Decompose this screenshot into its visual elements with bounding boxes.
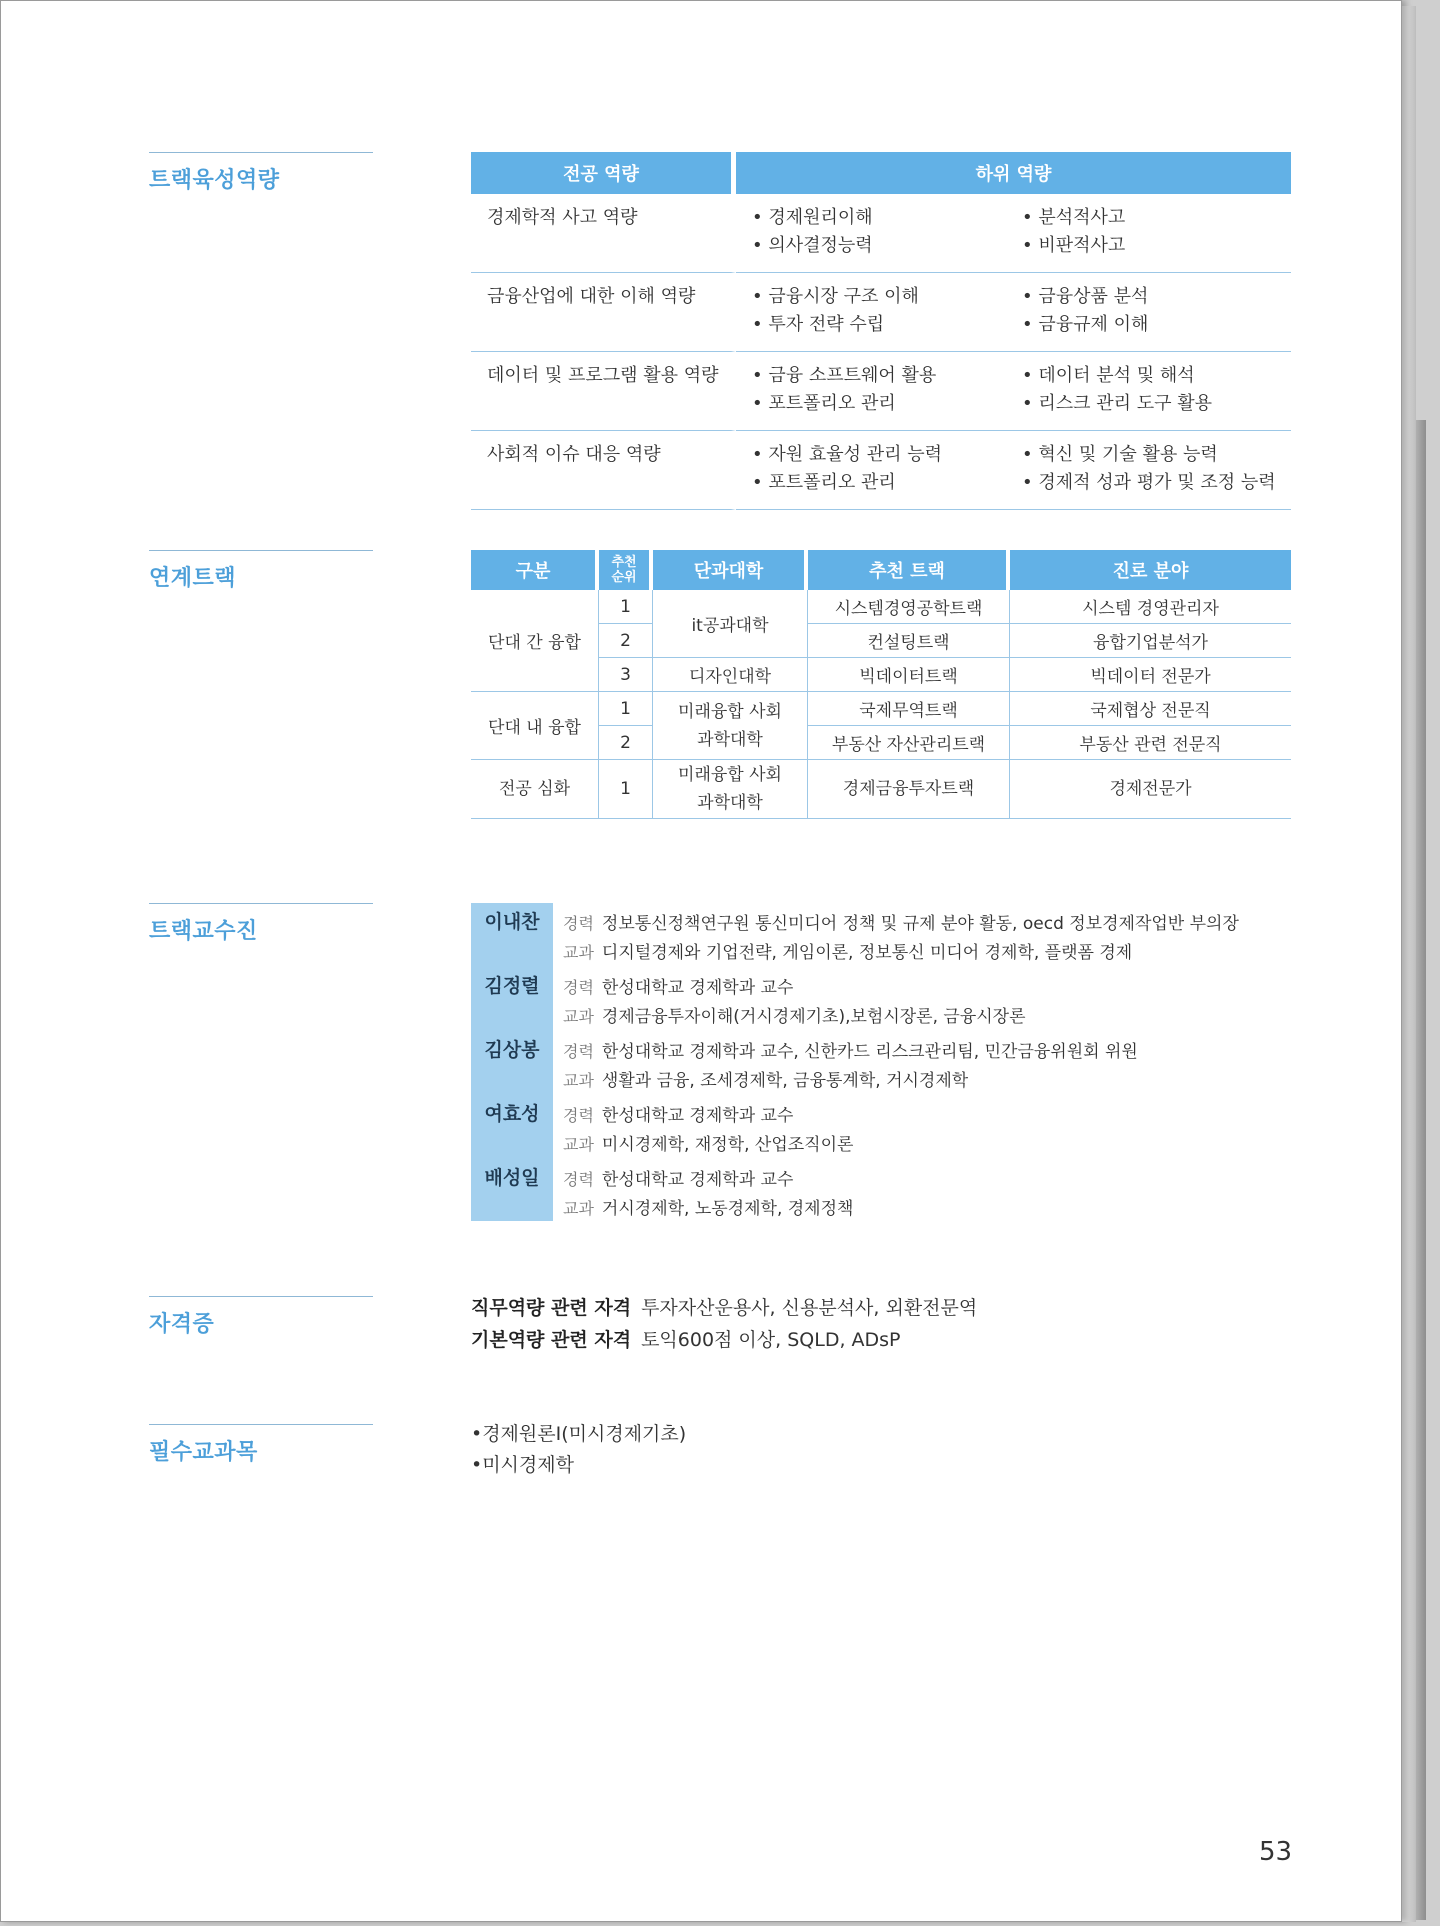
- faculty-member: [471, 903, 1291, 967]
- college-cell: it공과대학: [653, 590, 808, 658]
- faculty-courses-row: [563, 938, 1132, 963]
- career-cell: 경제전문가: [1010, 760, 1291, 819]
- sub-competency-item: • 포트폴리오 관리: [752, 469, 1008, 497]
- section-label-line: [149, 152, 373, 194]
- sub-competency-item: • 자원 효율성 관리 능력: [752, 441, 1008, 469]
- header-rank-text: 추천 순위: [611, 555, 637, 585]
- section-title-faculty: 트랙교수진: [149, 919, 258, 944]
- faculty-career-text: 정보통신정책연구원 통신미디어 정책 및 규제 분야 활동, oecd 정보경제작업반 부의장: [601, 914, 1239, 934]
- faculty-courses-tag: 교과: [563, 1135, 594, 1154]
- header-rank: [599, 550, 653, 590]
- faculty-courses-text: 디지털경제와 기업전략, 게임이론, 정보통신 미디어 경제학, 플랫폼 경제: [601, 943, 1133, 963]
- list-item: •미시경제학: [471, 1454, 574, 1476]
- faculty-courses-row: [563, 1066, 968, 1091]
- header-category: 구분: [471, 550, 599, 590]
- track-cell: 국제무역트랙: [808, 692, 1010, 726]
- faculty-name: 김상봉: [484, 1039, 540, 1061]
- major-competency-cell: 경제학적 사고 역량: [471, 194, 736, 273]
- track-cell: 컨설팅트랙: [808, 624, 1010, 658]
- sub-competency-item: • 투자 전략 수립: [752, 311, 1008, 339]
- competency-table: [471, 152, 1291, 510]
- career-cell: 부동산 관련 전문직: [1010, 726, 1291, 760]
- section-label-line: [149, 903, 373, 945]
- faculty-courses-row: [563, 1130, 853, 1155]
- faculty-career-row: [563, 1165, 793, 1190]
- competency-table-wrap: [471, 152, 1291, 510]
- faculty-courses-text: 경제금융투자이해(거시경제기초),보험시장론, 금융시장론: [601, 1007, 1026, 1027]
- cert-basic-value: 토익600점 이상, SQLD, ADsP: [641, 1329, 901, 1351]
- faculty-career-row: [563, 1101, 793, 1126]
- sub-competency-cell: [1008, 194, 1291, 273]
- sub-competency-item: • 금융규제 이해: [1022, 311, 1291, 339]
- faculty-career-tag: 경력: [563, 1106, 594, 1125]
- track-cell: 빅데이터트랙: [808, 658, 1010, 692]
- rank-cell: 3: [599, 658, 653, 692]
- sub-competency-cell: [736, 194, 1008, 273]
- faculty-member: [471, 967, 1291, 1031]
- faculty-courses-row: [563, 1194, 853, 1219]
- certificate-list: [471, 1293, 1291, 1357]
- table-row: [471, 692, 1291, 726]
- section-label-line: [149, 1424, 373, 1466]
- sub-competency-cell: [1008, 352, 1291, 431]
- faculty-career-tag: 경력: [563, 1170, 594, 1189]
- sub-competency-item: • 비판적사고: [1022, 232, 1291, 260]
- faculty-career-tag: 경력: [563, 914, 594, 933]
- table-row: [471, 273, 1291, 352]
- rank-cell: 1: [599, 692, 653, 726]
- section-title-linked-track: 연계트랙: [149, 566, 237, 591]
- career-cell: 융합기업분석가: [1010, 624, 1291, 658]
- faculty-member: [471, 1095, 1291, 1159]
- category-cell: 단대 내 융합: [471, 692, 599, 760]
- table-row: [471, 431, 1291, 510]
- linked-track-table: [471, 550, 1291, 819]
- faculty-courses-text: 미시경제학, 재정학, 산업조직이론: [601, 1135, 854, 1155]
- major-competency-cell: 사회적 이슈 대응 역량: [471, 431, 736, 510]
- sub-competency-item: • 의사결정능력: [752, 232, 1008, 260]
- header-track: 추천 트랙: [808, 550, 1010, 590]
- rank-cell: 1: [599, 590, 653, 624]
- faculty-courses-text: 거시경제학, 노동경제학, 경제정책: [601, 1199, 854, 1219]
- faculty-name: 김정렬: [484, 975, 540, 997]
- table-row: [471, 590, 1291, 624]
- cert-job-value: 투자자산운용사, 신용분석사, 외환전문역: [641, 1297, 978, 1319]
- faculty-member: [471, 1159, 1291, 1223]
- faculty-career-text: 한성대학교 경제학과 교수: [601, 1106, 794, 1126]
- faculty-courses-tag: 교과: [563, 943, 594, 962]
- section-title-required: 필수교과목: [149, 1440, 258, 1465]
- faculty-career-text: 한성대학교 경제학과 교수: [601, 1170, 794, 1190]
- page-edge-shadow: [1416, 420, 1426, 1920]
- college-cell: 디자인대학: [653, 658, 808, 692]
- faculty-name: 이내찬: [484, 911, 540, 933]
- cert-job-line: [471, 1293, 1291, 1325]
- sub-competency-item: • 데이터 분석 및 해석: [1022, 362, 1291, 390]
- faculty-courses-text: 생활과 금융, 조세경제학, 금융통계학, 거시경제학: [601, 1071, 969, 1091]
- sub-competency-item: • 금융시장 구조 이해: [752, 283, 1008, 311]
- track-cell: 시스템경영공학트랙: [808, 590, 1010, 624]
- rank-cell: 1: [599, 760, 653, 819]
- sub-competency-cell: [1008, 431, 1291, 510]
- faculty-career-row: [563, 1037, 1138, 1062]
- college-cell-text: 미래융합 사회과학대학: [678, 765, 782, 813]
- table-row: [471, 760, 1291, 819]
- header-career: 진로 분야: [1010, 550, 1291, 590]
- section-title-competency: 트랙육성역량: [149, 168, 280, 193]
- rank-cell: 2: [599, 726, 653, 760]
- faculty-courses-row: [563, 1002, 1026, 1027]
- sub-competency-item: • 경제적 성과 평가 및 조정 능력: [1022, 469, 1291, 497]
- sub-competency-item: • 경제원리이해: [752, 204, 1008, 232]
- table-row: [471, 352, 1291, 431]
- linked-track-table-wrap: [471, 550, 1291, 819]
- section-label-line: [149, 1296, 373, 1338]
- sub-competency-cell: [736, 431, 1008, 510]
- page-edge: [1402, 6, 1416, 1922]
- faculty-section: [1, 903, 1403, 1223]
- college-cell-text: 미래융합 사회과학대학: [678, 701, 782, 750]
- track-cell: 부동산 자산관리트랙: [808, 726, 1010, 760]
- header-college: 단과대학: [653, 550, 808, 590]
- track-cell: 경제금융투자트랙: [808, 760, 1010, 819]
- major-competency-cell: 데이터 및 프로그램 활용 역량: [471, 352, 736, 431]
- faculty-name: 여효성: [484, 1103, 540, 1125]
- header-sub-competency: 하위 역량: [736, 152, 1291, 194]
- sub-competency-item: • 금융 소프트웨어 활용: [752, 362, 1008, 390]
- college-cell: [653, 760, 808, 819]
- faculty-courses-tag: 교과: [563, 1199, 594, 1218]
- faculty-name: 배성일: [484, 1167, 540, 1189]
- header-major-competency: 전공 역량: [471, 152, 736, 194]
- faculty-career-row: [563, 909, 1239, 934]
- career-cell: 시스템 경영관리자: [1010, 590, 1291, 624]
- career-cell: 빅데이터 전문가: [1010, 658, 1291, 692]
- sub-competency-cell: [736, 273, 1008, 352]
- required-course-list: [471, 1419, 1291, 1481]
- rank-cell: 2: [599, 624, 653, 658]
- career-cell: 국제협상 전문직: [1010, 692, 1291, 726]
- cert-basic-line: [471, 1325, 1291, 1357]
- faculty-career-tag: 경력: [563, 978, 594, 997]
- faculty-career-text: 한성대학교 경제학과 교수: [601, 978, 794, 998]
- cert-job-label: 직무역량 관련 자격: [471, 1297, 632, 1319]
- cert-basic-label: 기본역량 관련 자격: [471, 1329, 632, 1351]
- faculty-career-tag: 경력: [563, 1042, 594, 1061]
- sub-competency-item: • 혁신 및 기술 활용 능력: [1022, 441, 1291, 469]
- sub-competency-item: • 금융상품 분석: [1022, 283, 1291, 311]
- table-row: [471, 194, 1291, 273]
- sub-competency-cell: [1008, 273, 1291, 352]
- section-title-certificate: 자격증: [149, 1312, 215, 1337]
- faculty-career-text: 한성대학교 경제학과 교수, 신한카드 리스크관리팀, 민간금융위원회 위원: [601, 1042, 1138, 1062]
- sub-competency-item: • 포트폴리오 관리: [752, 390, 1008, 418]
- faculty-member: [471, 1031, 1291, 1095]
- list-item: •경제원론Ⅰ(미시경제기초): [471, 1423, 687, 1445]
- category-cell: 전공 심화: [471, 760, 599, 819]
- sub-competency-item: • 분석적사고: [1022, 204, 1291, 232]
- category-cell: 단대 간 융합: [471, 590, 599, 692]
- faculty-career-row: [563, 973, 793, 998]
- faculty-courses-tag: 교과: [563, 1071, 594, 1090]
- faculty-list: [471, 903, 1291, 1223]
- major-competency-cell: 금융산업에 대한 이해 역량: [471, 273, 736, 352]
- sub-competency-item: • 리스크 관리 도구 활용: [1022, 390, 1291, 418]
- sub-competency-cell: [736, 352, 1008, 431]
- faculty-courses-tag: 교과: [563, 1007, 594, 1026]
- section-label-line: [149, 550, 373, 592]
- college-cell: [653, 692, 808, 760]
- page-number: 53: [1259, 1837, 1293, 1867]
